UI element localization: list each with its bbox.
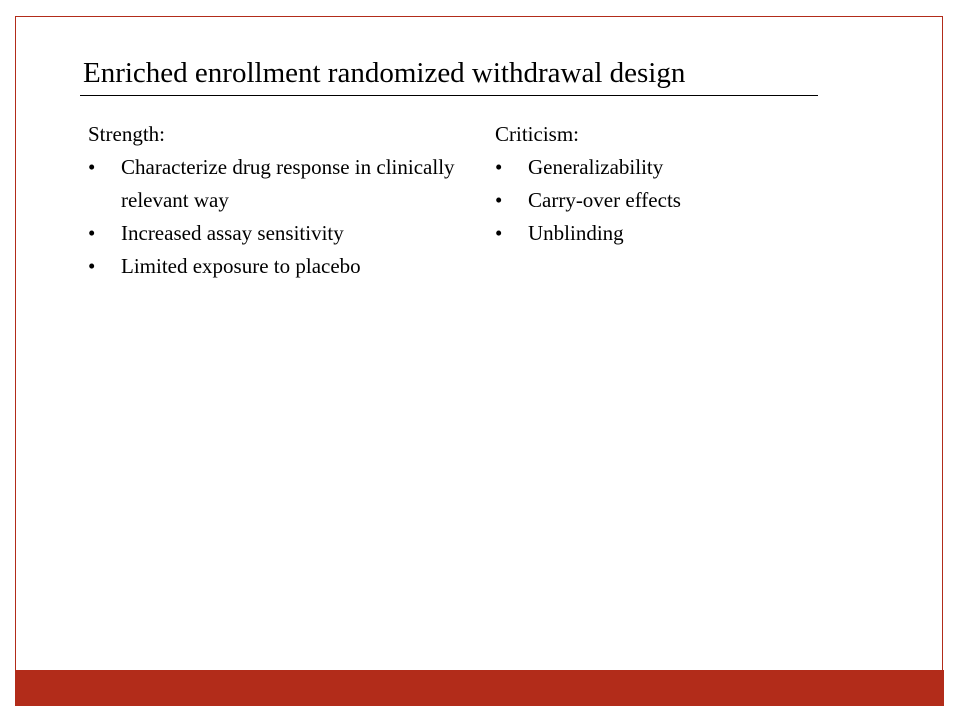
strength-column — [88, 118, 460, 283]
strength-item-text: Limited exposure to placebo — [121, 254, 361, 278]
criticism-item-text: Generalizability — [528, 155, 664, 179]
strength-item-text: Increased assay sensitivity — [121, 221, 344, 245]
criticism-column — [495, 118, 795, 250]
criticism-heading: Criticism: — [495, 122, 579, 146]
footer-bar — [15, 670, 944, 706]
strength-heading: Strength: — [88, 122, 165, 146]
criticism-item-text: Unblinding — [528, 221, 624, 245]
bullet-icon: • — [495, 221, 503, 245]
bullet-icon: • — [88, 221, 96, 245]
strength-item-text: Characterize drug response in clinically relevant way — [121, 155, 455, 212]
criticism-item — [495, 217, 795, 250]
criticism-list — [495, 151, 795, 250]
strength-list — [88, 151, 460, 283]
strength-item — [88, 250, 460, 283]
slide-title: Enriched enrollment randomized withdrawal design — [83, 57, 686, 89]
criticism-item-text: Carry-over effects — [528, 188, 681, 212]
title-underline — [80, 95, 818, 96]
bullet-icon: • — [88, 155, 96, 179]
strength-item — [88, 151, 460, 217]
bullet-icon: • — [495, 155, 503, 179]
criticism-item — [495, 184, 795, 217]
criticism-item — [495, 151, 795, 184]
strength-item — [88, 217, 460, 250]
bullet-icon: • — [495, 188, 503, 212]
bullet-icon: • — [88, 254, 96, 278]
